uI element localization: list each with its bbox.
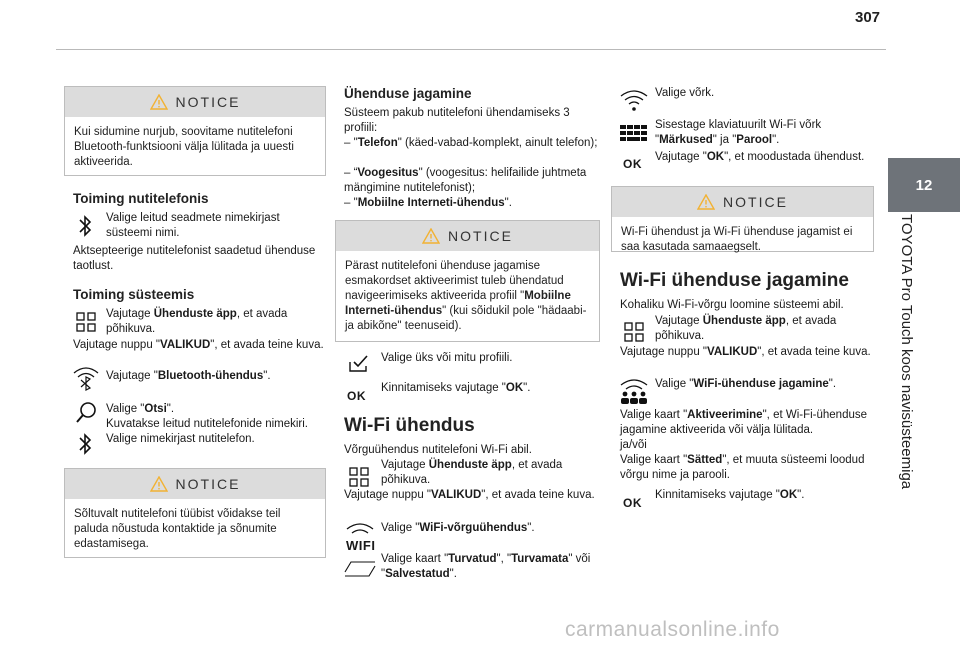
connections-app-icon bbox=[622, 320, 646, 344]
text-press-options: Vajutage nuppu "VALIKUD", et avada teine kuva. bbox=[620, 346, 871, 358]
header-divider bbox=[56, 49, 886, 50]
step-open-connections-app: Vajutage Ühenduste äpp, et avada põhikuva. bbox=[106, 308, 288, 335]
profile-mobiilne-internet: – "Mobiilne Interneti-ühendus". bbox=[344, 197, 512, 209]
ok-icon: OK bbox=[623, 496, 642, 510]
notice-header bbox=[336, 221, 599, 251]
tab-selector-icon bbox=[343, 558, 377, 578]
bluetooth-wave-icon bbox=[72, 365, 100, 391]
warning-triangle-icon bbox=[150, 476, 168, 492]
heading-toiming-susteemis: Toiming süsteemis bbox=[73, 287, 195, 302]
connections-app-icon bbox=[74, 310, 98, 334]
step-wifi-network: Valige "WiFi-võrguühendus". bbox=[381, 522, 535, 534]
notice-box-pairing bbox=[64, 86, 326, 176]
checkbox-tick-icon bbox=[346, 352, 370, 374]
search-icon bbox=[74, 400, 98, 426]
warning-triangle-icon bbox=[422, 228, 440, 244]
text-profiles-intro: Süsteem pakub nutitelefoni ühendamiseks 3 profiili: bbox=[344, 107, 570, 134]
notice-label: NOTICE bbox=[723, 193, 788, 210]
heading-uhenduse-jagamine: Ühenduse jagamine bbox=[344, 86, 472, 101]
bluetooth-icon bbox=[73, 431, 97, 457]
step-choose-profile: Valige üks või mitu profiili. bbox=[381, 352, 513, 364]
chapter-tab[interactable]: 12 bbox=[888, 158, 960, 212]
keyboard-icon bbox=[619, 122, 649, 146]
notice-header bbox=[65, 87, 325, 117]
step-choose-network: Valige võrk. bbox=[655, 87, 715, 99]
notice-text: Sõltuvalt nutitelefoni tüübist võidakse teil paluda nõustuda kontaktide ja sõnumite edastamisega. bbox=[74, 508, 281, 550]
wifi-icon-label: WIFI bbox=[346, 538, 376, 553]
notice-text: Pärast nutitelefoni ühenduse jagamise esmakordset aktiveerimist tuleb ühendatud navigeerimiseks aktiveerida profiil "Mobiilne Interneti-ühendus" (kui sõidukil pole "hädaabi- ja abikõne" teenuseid). bbox=[345, 260, 587, 332]
step-search: Valige "Otsi". Kuvatakse leitud nutitelefonide nimekiri. bbox=[106, 403, 309, 430]
notice-header bbox=[612, 187, 873, 217]
step-select-tab: Valige kaart "Turvatud", "Turvamata" või "Salvestatud". bbox=[381, 553, 591, 580]
step-open-connections-app: Vajutage Ühenduste äpp, et avada põhikuva. bbox=[381, 459, 563, 486]
heading-wifi-uhendus: Wi-Fi ühendus bbox=[344, 415, 475, 436]
step-select-smartphone: Valige nimekirjast nutitelefon. bbox=[106, 433, 255, 445]
chapter-title: TOYOTA Pro Touch koos navisüsteemiga bbox=[898, 214, 915, 490]
notice-header bbox=[65, 469, 325, 499]
text-press-options: Vajutage nuppu "VALIKUD", et avada teine kuva. bbox=[73, 339, 324, 351]
wifi-sharing-icon bbox=[619, 377, 649, 407]
ok-icon: OK bbox=[623, 157, 642, 171]
notice-box-profile bbox=[335, 220, 600, 342]
step-confirm-ok: Kinnitamiseks vajutage "OK". bbox=[655, 489, 805, 501]
text-wifi-intro: Võrguühendus nutitelefoni Wi-Fi abil. bbox=[344, 444, 532, 456]
ok-icon: OK bbox=[347, 389, 366, 403]
step-open-connections-app: Vajutage Ühenduste äpp, et avada põhikuva. bbox=[655, 315, 837, 342]
text-activation-tab: Valige kaart "Aktiveerimine", et Wi-Fi-ühenduse jagamine aktiveerida või välja lülitada. bbox=[620, 409, 868, 436]
notice-box-contacts bbox=[64, 468, 326, 558]
text-share-intro: Kohaliku Wi-Fi-võrgu loomine süsteemi abil. bbox=[620, 299, 844, 311]
text-press-options: Vajutage nuppu "VALIKUD", et avada teine kuva. bbox=[344, 489, 595, 501]
step-wifi-sharing: Valige "WiFi-ühenduse jagamine". bbox=[655, 378, 837, 390]
page-number: 307 bbox=[855, 9, 881, 26]
notice-label: NOTICE bbox=[175, 93, 241, 110]
heading-toiming-nutitelefonis: Toiming nutitelefonis bbox=[73, 191, 209, 206]
text-and-or: ja/või bbox=[620, 439, 647, 451]
step-confirm-ok: Kinnitamiseks vajutage "OK". bbox=[381, 382, 531, 394]
notice-text: Wi-Fi ühendust ja Wi-Fi ühenduse jagamist ei saa kasutada samaaegselt. bbox=[621, 226, 853, 253]
step-bluetooth-connection: Vajutage "Bluetooth-ühendus". bbox=[106, 370, 271, 382]
warning-triangle-icon bbox=[150, 94, 168, 110]
step-press-ok-connect: Vajutage "OK", et moodustada ühendust. bbox=[655, 151, 865, 163]
text-accept-request: Aktsepteerige nutitelefonist saadetud ühenduse taotlust. bbox=[73, 245, 316, 272]
profile-voogesitus: – “Voogesitus" (voogesitus: helifailide juhtmeta mängimine nutitelefonist); bbox=[344, 167, 587, 194]
text-settings-tab: Valige kaart "Sätted", et muuta süsteemi loodud võrgu nime ja parooli. bbox=[620, 454, 865, 481]
profile-telefon: – "Telefon" (käed-vabad-komplekt, ainult telefon); bbox=[344, 137, 598, 149]
connections-app-icon bbox=[347, 465, 371, 489]
step-select-system-name: Valige leitud seadmete nimekirjast süsteemi nimi. bbox=[106, 212, 280, 239]
notice-label: NOTICE bbox=[448, 227, 513, 244]
notice-box-wifi bbox=[611, 186, 874, 252]
notice-text: Kui sidumine nurjub, soovitame nutitelefoni Bluetooth-funktsiooni välja lülitada ja uuesti aktiveerida. bbox=[74, 126, 294, 168]
wifi-signal-icon bbox=[619, 88, 649, 114]
watermark: carmanualsonline.info bbox=[565, 618, 780, 641]
bluetooth-icon bbox=[73, 213, 97, 239]
warning-triangle-icon bbox=[697, 194, 715, 210]
notice-label: NOTICE bbox=[175, 475, 241, 492]
heading-wifi-jagamine: Wi-Fi ühenduse jagamine bbox=[620, 270, 849, 291]
step-enter-credentials: Sisestage klaviatuurilt Wi-Fi võrk "Märkused" ja "Parool". bbox=[655, 119, 822, 146]
